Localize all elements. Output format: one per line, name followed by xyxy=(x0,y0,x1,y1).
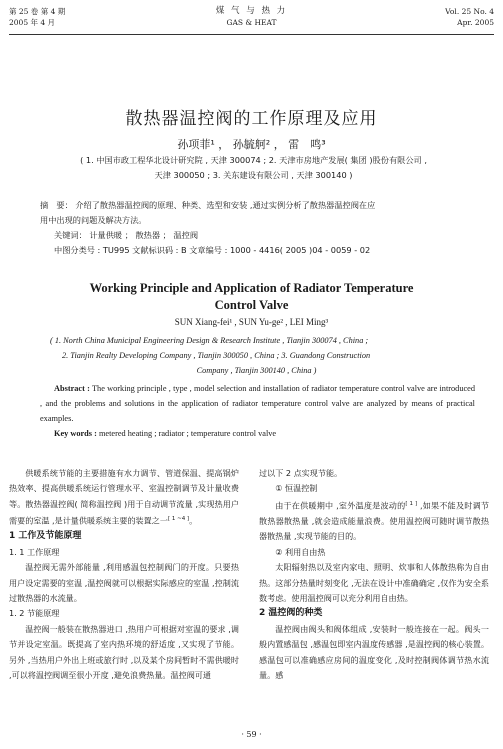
section-heading: 2 温控阀的种类 xyxy=(259,608,323,619)
citation: [ 1 ] xyxy=(405,500,418,507)
article-title-en xyxy=(0,280,503,314)
title-en-line: Working Principle and Application of Radiator Temperature xyxy=(89,281,414,295)
paragraph: 温控阀一般装在散热器进口 ,热用户可根据对室温的要求 ,调节并设定室温。既提高了室内热环境的舒适度 ,又实现了节能。另外 ,当热用户外出上班或旅行时 ,以及某个房间暂时不需供暖时 ,可以将温控阀调至很小开度 ,避免浪费热量。温控阀可通 xyxy=(9,623,239,680)
body-column-right xyxy=(259,466,489,683)
keywords-cn: 关键词： 计量供暖 ； 散热器 ； 温控阀 xyxy=(54,230,199,240)
issue-date: 2005 年 4 月 xyxy=(9,18,56,27)
paragraph: 由于在供暖期中 ,室外温度是波动的[ 1 ] ,如果不能及时调节散热器散热量 ,就会造成能量浪费。使用温控阀可随时调节散热器散热量 ,实现节能的目的。 xyxy=(259,500,489,542)
header-rule xyxy=(9,34,494,35)
body-column-left xyxy=(9,466,239,683)
journal-name-en: GAS & HEAT xyxy=(226,18,277,27)
affiliation-en-line: ( 1. North China Municipal Engineering Design & Research Institute , Tianjin 300074 , China ; xyxy=(50,336,369,345)
abstract-cn-line: 摘 要： 介绍了散热器温控阀的原理、种类、选型和安装 ,通过实例分析了散热器温控阀在应 xyxy=(40,200,376,210)
paragraph: 过以下 2 点实现节能。 xyxy=(259,468,343,478)
page-number: · 59 · xyxy=(241,730,262,739)
issue-label: 第 25 卷 第 4 期 xyxy=(9,7,66,16)
paragraph: 太阳辐射热以及室内家电、照明、炊事和人体散热称为自由热。这部分热量时刻变化 ,无法在设计中准确确定 ,仅作为安全系数考虑。使用温控阀可以充分利用自由热。 xyxy=(259,562,489,603)
affiliation-en-line: Company , Tianjin 300140 , China ) xyxy=(196,366,317,375)
affiliations-cn xyxy=(34,153,473,183)
authors-cn: 孙项菲¹ ， 孙毓舸² ， 雷 鸣³ xyxy=(177,138,326,151)
abstract-cn xyxy=(40,198,475,258)
journal-name-cn: 煤 气 与 热 力 xyxy=(215,6,288,16)
affiliation-en-line: 2. Tianjin Realty Developing Company , Tianjin 300050 , China ; 3. Guandong Construction xyxy=(62,351,371,360)
paragraph: 温控阀无需外部能量 ,利用感温包控制阀门的开度。只要热用户设定需要的室温 ,温控阀就可以根据实际感应的室温 ,控制流过散热器的水流量。 xyxy=(9,562,239,603)
abstract-en-body xyxy=(40,381,475,426)
list-item: ② 利用自由热 xyxy=(275,546,326,557)
classification-cn: 中图分类号 : TU995 文献标识码 : B 文章编号 : 1000 - 4416( 2005 )04 - 0059 - 02 xyxy=(54,245,371,255)
affiliation-line: 天津 300050 ; 3. 关东建设有限公司 , 天津 300140 ) xyxy=(154,170,353,180)
abstract-en-text: The working principle , type , model selection and installation of radiator temperature control valve are introduced , and the problems and solutions in the application of radiator temperature control valve are analyzed by means of practical examples. xyxy=(40,384,475,423)
volume-en: Vol. 25 No. 4 xyxy=(445,7,494,16)
page-header xyxy=(9,6,494,34)
abstract-cn-line: 用中出现的问题及解决方法。 xyxy=(40,215,147,225)
paragraph: 温控阀由阀头和阀体组成 ,安装时一般连接在一起。阀头一般内置感温包 ,感温包即室内温度传感器 ,是温控阀的核心装置。感温包可以准确感应房间的温度变化 ,及时控制阀体调节热水流量。感 xyxy=(259,623,489,680)
keywords-en-label: Key words : xyxy=(54,429,97,438)
affiliations-en xyxy=(50,333,463,378)
citation: [ 1 ~4 ] xyxy=(167,516,190,523)
header-right xyxy=(445,6,494,28)
abstract-en xyxy=(40,381,475,441)
subsection-heading: 1. 2 节能原理 xyxy=(9,608,60,619)
list-item: ① 恒温控制 xyxy=(275,483,318,494)
header-center xyxy=(9,6,494,28)
affiliation-line: ( 1. 中国市政工程华北设计研究院 , 天津 300074 ; 2. 天津市房地产发展( 集团 )股份有限公司 , xyxy=(80,155,427,165)
authors-en: SUN Xiang-fei¹ , SUN Yu-ge² , LEI Ming³ xyxy=(174,317,329,327)
section-heading: 1 工作及节能原理 xyxy=(9,531,82,542)
article-title-cn: 散热器温控阀的工作原理及应用 xyxy=(125,109,378,129)
subsection-heading: 1. 1 工作原理 xyxy=(9,546,60,557)
paragraph: 供暖系统节能的主要措施有水力调节、管道保温、提高锅炉热效率、提高供暖系统运行管理水平、室温控制调节及计量收费等。散热器温控阀( 简称温控阀 )用于自动调节流量 ,实现热用户需要的室温 ,是计量供暖系统主要的装置之一[ 1 ~4 ]。 xyxy=(9,468,239,526)
keywords-en xyxy=(40,426,475,441)
abstract-en-label: Abstract : xyxy=(54,384,90,393)
date-en: Apr. 2005 xyxy=(457,18,494,27)
keywords-en-text: metered heating ; radiator ; temperature control valve xyxy=(96,429,277,438)
title-en-line: Control Valve xyxy=(214,298,289,312)
